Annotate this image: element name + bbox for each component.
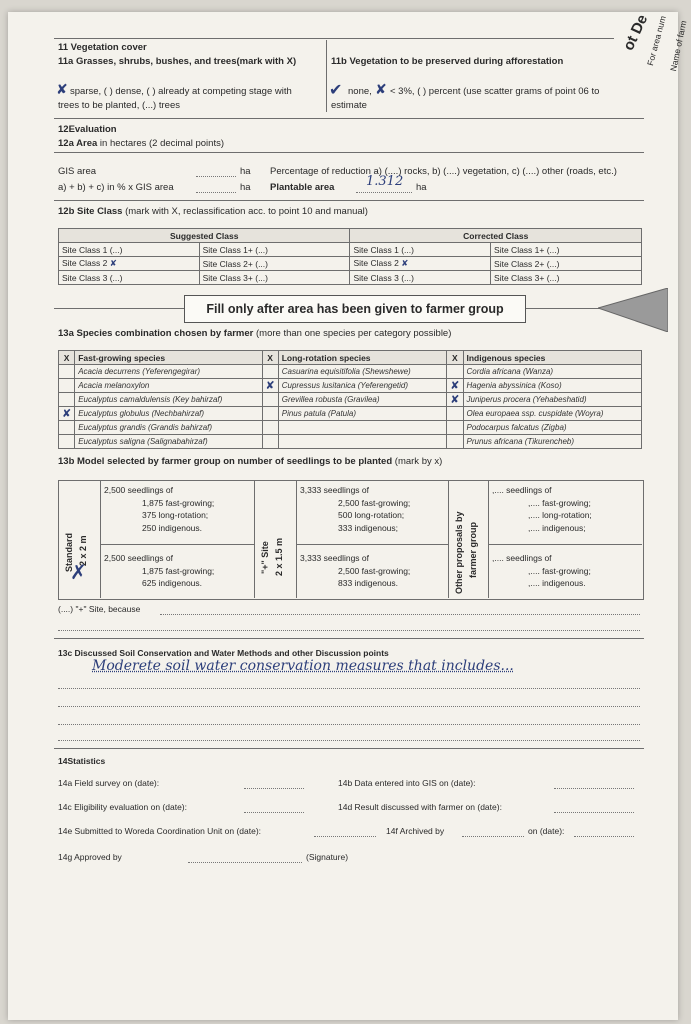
s11-title: 11 Vegetation cover	[58, 42, 147, 53]
plus-top-line: 3,333 seedlings of	[300, 485, 369, 495]
table-row	[59, 393, 642, 407]
mark-cell[interactable]	[447, 393, 463, 407]
s14a-field[interactable]	[244, 788, 304, 789]
s14a-label: 14a Field survey on (date):	[58, 778, 160, 788]
site-class-cell[interactable]: Site Class 1 (...)	[59, 243, 200, 257]
divider	[296, 480, 297, 598]
plus-site-label: "+" Site	[260, 541, 270, 574]
species-cell: Pinus patula (Patula)	[278, 407, 447, 421]
site-class-cell[interactable]: Site Class 1+ (...)	[491, 243, 642, 257]
divider	[54, 118, 644, 119]
std-top-line: 250 indigenous.	[142, 522, 203, 533]
because-field-line2[interactable]	[58, 630, 640, 631]
table-row	[59, 257, 642, 271]
other-top-option[interactable]	[492, 484, 592, 534]
plus-bot-line: 2,500 fast-growing;	[338, 565, 411, 576]
s13c-handwritten: Moderete soil water conservation measures that includes...	[92, 658, 514, 674]
plantable-label: Plantable area	[270, 182, 335, 193]
abc-label: a) + b) + c) in % x GIS area	[58, 182, 174, 193]
species-cell: Acacia melanoxylon	[75, 379, 262, 393]
s14d-field[interactable]	[554, 812, 634, 813]
s11a-title: 11a Grasses, shrubs, bushes, and trees(mark with X)	[58, 56, 297, 67]
site-class-cell[interactable]: Site Class 3+ (...)	[199, 271, 350, 285]
s14e-field[interactable]	[314, 836, 376, 837]
divider	[54, 638, 644, 639]
mark-x: ✘	[265, 380, 275, 392]
mark-cell[interactable]	[447, 421, 463, 435]
std-top-line: 1,875 fast-growing;	[142, 497, 215, 508]
s11a-line1: sparse, ( ) dense, ( ) already at competing stage with	[70, 86, 292, 97]
std-top-line: 375 long-rotation;	[142, 510, 209, 520]
banner-left-rule	[54, 308, 184, 309]
long-rotation-header: Long-rotation species	[278, 351, 447, 365]
plus-bot-option[interactable]	[300, 552, 410, 590]
species-cell: Eucalyptus globulus (Nechbahirzaf)	[75, 407, 262, 421]
s13a-title: 13a Species combination chosen by farmer	[58, 328, 254, 339]
species-cell: Grevillea robusta (Gravilea)	[278, 393, 447, 407]
table-row	[59, 407, 642, 421]
plus-site-because-label: (....) "+" Site, because	[58, 604, 141, 614]
site-class-table	[58, 228, 642, 285]
divider	[54, 38, 614, 39]
mark-cell[interactable]	[447, 365, 463, 379]
std-top-line: 2,500 seedlings of	[104, 485, 173, 495]
corner-title: ot De	[620, 12, 652, 54]
mark-cell[interactable]	[59, 435, 75, 449]
s14f-label: 14f Archived by	[386, 826, 445, 836]
s14f-date-field[interactable]	[574, 836, 634, 837]
species-cell: Prunus africana (Tikurencheb)	[463, 435, 642, 449]
mark-cell[interactable]	[262, 379, 278, 393]
plus-top-option[interactable]	[300, 484, 410, 534]
x-col-header: X	[59, 351, 75, 365]
site-class-cell[interactable]: Site Class 3 (...)	[350, 271, 491, 285]
suggested-class-header: Suggested Class	[59, 229, 350, 243]
mark-x: ✘	[450, 394, 460, 406]
species-cell: Casuarina equisitifolia (Shewshewe)	[278, 365, 447, 379]
std-bot-line: 1,875 fast-growing;	[142, 565, 215, 576]
s12-title: 12Evaluation	[58, 124, 117, 135]
std-bot-line: 625 indigenous.	[142, 578, 203, 588]
s14c-label: 14c Eligibility evaluation on (date):	[58, 802, 187, 812]
s14g-label: 14g Approved by	[58, 852, 122, 862]
arrow-right-icon	[598, 288, 668, 332]
species-cell: Hagenia abyssinica (Koso)	[463, 379, 642, 393]
divider	[488, 544, 642, 545]
divider	[54, 748, 644, 749]
species-cell: Eucalyptus saligna (Salignabahirzaf)	[75, 435, 262, 449]
mark-cell[interactable]	[262, 407, 278, 421]
plantable-value: 1.312	[366, 174, 404, 189]
other-top-line: ,.... seedlings of	[492, 485, 552, 495]
species-cell: Cupressus lusitanica (Yeferengetid)	[278, 379, 447, 393]
mark-cell[interactable]	[447, 407, 463, 421]
other-top-line: ,.... fast-growing;	[528, 497, 591, 508]
corrected-class-header: Corrected Class	[350, 229, 642, 243]
s14f-on-label: on (date):	[528, 826, 565, 836]
standard-mark-x: ✗	[70, 560, 87, 584]
gis-area-unit: ha	[240, 166, 251, 177]
form-page	[8, 12, 689, 1020]
table-row	[59, 271, 642, 285]
divider	[326, 40, 327, 112]
s14d-label: 14d Result discussed with farmer on (date):	[338, 802, 502, 812]
x-col-header: X	[447, 351, 463, 365]
plus-top-line: 500 long-rotation;	[338, 510, 405, 520]
s14e-label: 14e Submitted to Woreda Coordination Unit on (date):	[58, 826, 262, 836]
standard-label: Standard	[64, 532, 74, 572]
other-bot-line: ,.... fast-growing;	[528, 565, 591, 576]
mark-cell[interactable]	[447, 379, 463, 393]
mark-x: ✘	[450, 380, 460, 392]
s13c-title: 13c Discussed Soil Conservation and Water Methods and other Discussion points	[58, 648, 389, 658]
indigenous-header: Indigenous species	[463, 351, 642, 365]
mark-cell[interactable]	[262, 365, 278, 379]
signature-label: (Signature)	[306, 852, 349, 862]
standard-size: 2 x 2 m	[78, 535, 88, 566]
mark-x: ✘	[401, 258, 409, 268]
site-class-cell[interactable]	[59, 257, 200, 271]
discussion-line[interactable]	[58, 724, 640, 725]
mark-cell[interactable]	[59, 365, 75, 379]
site-class-cell[interactable]: Site Class 2+ (...)	[199, 257, 350, 271]
s12a-subtitle: in hectares (2 decimal points)	[99, 138, 224, 149]
divider	[100, 544, 254, 545]
plus-site-size: 2 x 1.5 m	[274, 537, 284, 576]
abc-unit: ha	[240, 182, 251, 193]
site-class-cell[interactable]	[350, 257, 491, 271]
mark-cell[interactable]	[262, 435, 278, 449]
other-bot-line: ,.... indigenous.	[528, 578, 586, 588]
s14b-label: 14b Data entered into GIS on (date):	[338, 778, 476, 788]
species-cell: Olea europaea ssp. cuspidate (Woyra)	[463, 407, 642, 421]
std-bot-option[interactable]	[104, 552, 214, 590]
table-row	[59, 421, 642, 435]
site-class-cell[interactable]: Site Class 1 (...)	[350, 243, 491, 257]
reduction-label: Percentage of reduction a) (....) rocks, b) (....) vegetation, c) (....) other (roads, etc.)	[270, 166, 617, 177]
site-class-label: Site Class 2	[62, 258, 108, 268]
divider	[296, 544, 448, 545]
s12a-title: 12a Area	[58, 138, 98, 149]
s14c-field[interactable]	[244, 812, 304, 813]
s11a-line2: trees to be planted, (...) trees	[58, 100, 180, 111]
species-cell	[278, 421, 447, 435]
plantable-unit: ha	[416, 182, 427, 193]
s14-title: 14Statistics	[58, 756, 106, 766]
none-checkmark: ✔	[329, 80, 343, 99]
table-row	[59, 379, 642, 393]
corner-sub2: Name of farm	[668, 19, 689, 73]
table-row	[59, 365, 642, 379]
other-bot-line: ,.... seedlings of	[492, 553, 552, 563]
divider	[100, 480, 101, 598]
species-cell: Acacia decurrens (Yeferengegirar)	[75, 365, 262, 379]
other-top-line: ,.... long-rotation;	[528, 510, 592, 520]
abc-field[interactable]	[196, 192, 236, 193]
sparse-checkmark: ✘	[56, 82, 68, 98]
std-top-option[interactable]	[104, 484, 214, 534]
fast-growing-header: Fast-growing species	[75, 351, 262, 365]
divider	[488, 480, 489, 598]
s13a-subtitle: (more than one species per category possible)	[256, 328, 452, 339]
plus-top-line: 333 indigenous;	[338, 522, 399, 533]
plus-bot-line: 3,333 seedlings of	[300, 553, 369, 563]
mark-cell[interactable]	[262, 393, 278, 407]
s13b-title: 13b Model selected by farmer group on number of seedlings to be planted	[58, 456, 393, 467]
gis-area-label: GIS area	[58, 166, 97, 177]
species-cell: Cordia africana (Wanza)	[463, 365, 642, 379]
gis-area-field[interactable]	[196, 176, 236, 177]
divider	[54, 200, 644, 201]
s13b-subtitle: (mark by x)	[394, 456, 443, 467]
because-field[interactable]	[160, 614, 640, 615]
discussion-line[interactable]	[58, 740, 640, 741]
discussion-line[interactable]	[58, 688, 640, 689]
mark-cell[interactable]	[59, 393, 75, 407]
s12b-subtitle: (mark with X, reclassification acc. to point 10 and manual)	[125, 206, 368, 217]
s14b-field[interactable]	[554, 788, 634, 789]
s11b-line2: estimate	[331, 100, 367, 111]
species-cell: Eucalyptus grandis (Grandis bahirzaf)	[75, 421, 262, 435]
corner-sub1: For area num	[645, 14, 668, 67]
divider	[448, 480, 449, 598]
s14g-field[interactable]	[188, 862, 302, 863]
s11b-line1: none,	[348, 86, 372, 97]
species-cell: Eucalyptus camaldulensis (Key bahirzaf)	[75, 393, 262, 407]
banner-right-rule	[526, 308, 606, 309]
x-col-header: X	[262, 351, 278, 365]
table-row	[59, 435, 642, 449]
other-proposals-label: Other proposals by	[454, 511, 464, 594]
s11b-title: 11b Vegetation to be preserved during afforestation	[331, 56, 564, 67]
other-bot-option[interactable]	[492, 552, 591, 590]
discussion-line[interactable]	[58, 706, 640, 707]
plus-top-line: 2,500 fast-growing;	[338, 497, 411, 508]
banner-fill-only: Fill only after area has been given to farmer group	[184, 295, 526, 323]
s14f-field[interactable]	[462, 836, 524, 837]
mark-cell[interactable]	[59, 421, 75, 435]
plus-bot-line: 833 indigenous.	[338, 578, 399, 588]
s12b-title: 12b Site Class	[58, 206, 123, 217]
mark-cell[interactable]	[59, 407, 75, 421]
site-class-cell[interactable]: Site Class 3 (...)	[59, 271, 200, 285]
mark-x: ✘	[62, 408, 72, 420]
other-proposals-label2: farmer group	[468, 521, 478, 578]
mark-cell[interactable]	[447, 435, 463, 449]
site-class-cell[interactable]: Site Class 3+ (...)	[491, 271, 642, 285]
site-class-cell[interactable]: Site Class 2+ (...)	[491, 257, 642, 271]
divider	[54, 152, 644, 153]
mark-cell[interactable]	[59, 379, 75, 393]
species-cell: Podocarpus falcatus (Zigba)	[463, 421, 642, 435]
species-cell: Juniperus procera (Yehabeshatid)	[463, 393, 642, 407]
lt3-checkmark: ✘	[375, 82, 387, 98]
species-table	[58, 350, 642, 449]
table-row	[59, 243, 642, 257]
plantable-field[interactable]	[356, 192, 412, 193]
s11b-line1b: < 3%, ( ) percent (use scatter grams of point 06 to	[390, 86, 600, 97]
std-bot-line: 2,500 seedlings of	[104, 553, 173, 563]
other-top-line: ,.... indigenous;	[528, 522, 586, 533]
species-cell	[278, 435, 447, 449]
mark-cell[interactable]	[262, 421, 278, 435]
mark-x: ✘	[109, 258, 117, 268]
site-class-label: Site Class 2	[353, 258, 399, 268]
site-class-cell[interactable]: Site Class 1+ (...)	[199, 243, 350, 257]
divider	[254, 480, 255, 598]
